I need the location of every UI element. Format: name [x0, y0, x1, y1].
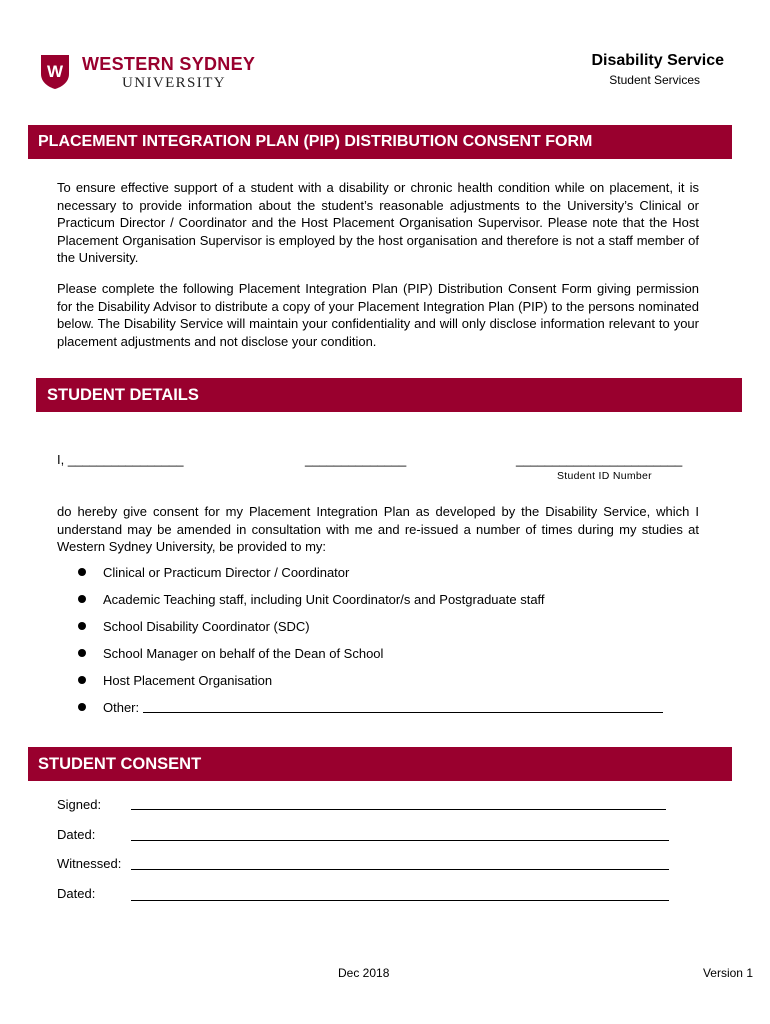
other-recipient-field[interactable]	[143, 712, 663, 713]
service-title: Disability Service	[591, 52, 724, 69]
bullet-icon	[78, 676, 86, 684]
logo-subtitle: UNIVERSITY	[122, 75, 226, 91]
witness-dated-field[interactable]	[131, 900, 669, 901]
student-id-label: Student ID Number	[557, 470, 652, 482]
student-second-field[interactable]: ______________	[305, 452, 407, 467]
bullet-icon	[78, 595, 86, 603]
dated-field[interactable]	[131, 840, 669, 841]
recipient-label: Academic Teaching staff, including Unit Coordinator/s and Postgraduate staff	[103, 592, 545, 607]
student-consent-heading: STUDENT CONSENT	[28, 747, 732, 781]
shield-icon	[40, 54, 70, 90]
recipient-label: Other:	[103, 700, 140, 715]
form-title: PLACEMENT INTEGRATION PLAN (PIP) DISTRIBUTION CONSENT FORM	[28, 125, 732, 159]
bullet-icon	[78, 568, 86, 576]
footer-date: Dec 2018	[338, 966, 390, 980]
witness-dated-label: Dated:	[57, 886, 96, 901]
student-details-heading: STUDENT DETAILS	[36, 378, 742, 412]
footer-version: Version 1	[702, 966, 753, 980]
witnessed-label: Witnessed:	[57, 856, 122, 871]
student-id-field[interactable]: _______________________	[516, 452, 683, 467]
bullet-icon	[78, 622, 86, 630]
recipient-label: School Manager on behalf of the Dean of School	[103, 646, 384, 661]
bullet-icon	[78, 703, 86, 711]
recipient-label: School Disability Coordinator (SDC)	[103, 619, 310, 634]
bullet-icon	[78, 649, 86, 657]
svg-text:W: W	[46, 62, 64, 81]
consent-paragraph: do hereby give consent for my Placement Integration Plan as developed by the Disability Service, which I understand may be amended in consultation with me and re-issued a number of times during my studies at Western Sydney University, be provided to my:	[57, 504, 699, 555]
intro-paragraph: To ensure effective support of a student with a disability or chronic health condition while on placement, it is necessary to provide information about the student’s reasonable adjustments to the University’s Clinical or Practicum Director / Coordinator and the Host Placement Organisation Supervisor. Please note that the Host Placement Organisation Supervisor is employed by the host organisation and therefore is not a staff member of the University.	[57, 180, 699, 266]
instructions-paragraph: Please complete the following Placement Integration Plan (PIP) Distribution Consent Form giving permission for the Disability Advisor to distribute a copy of your Placement Integration Plan (PIP) to the persons nominated below. The Disability Service will maintain your confidentiality and will only disclose information relevant to your placement adjustments and not disclose your condition.	[57, 281, 699, 349]
recipient-label: Clinical or Practicum Director / Coordinator	[103, 565, 350, 580]
signed-label: Signed:	[57, 797, 102, 812]
signed-field[interactable]	[131, 809, 666, 810]
witnessed-field[interactable]	[131, 869, 669, 870]
university-logo	[40, 54, 280, 94]
recipient-label: Host Placement Organisation	[103, 673, 273, 688]
logo-name: WESTERN SYDNEY	[82, 54, 256, 74]
dated-label: Dated:	[57, 827, 96, 842]
student-name-field[interactable]: I, ________________	[57, 452, 184, 467]
service-subtitle: Student Services	[609, 73, 700, 87]
